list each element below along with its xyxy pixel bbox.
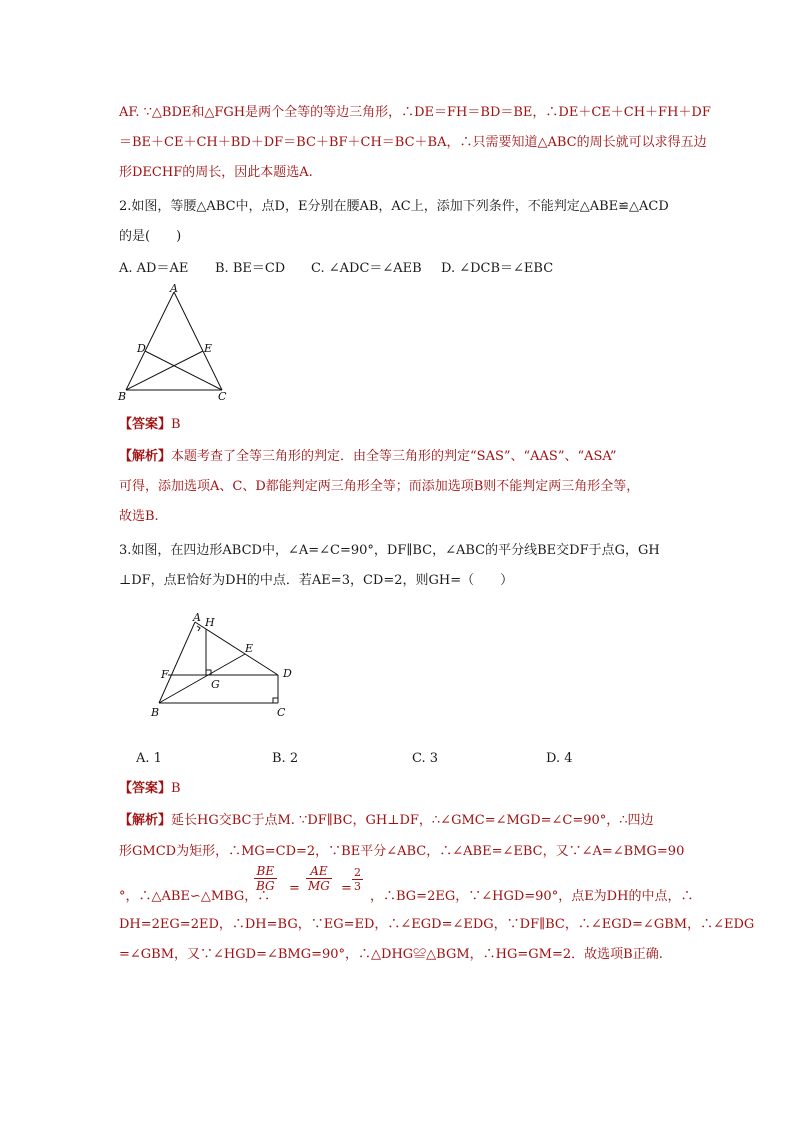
q2-answer	[119, 416, 679, 434]
q3-option-a: A. 1	[136, 751, 162, 766]
fraction-two-thirds	[352, 866, 363, 893]
fraction-numerator: 2	[354, 866, 361, 879]
q2-label-d: D	[137, 342, 146, 355]
q3-stem-line-2: ⊥DF，点E恰好为DH的中点．若AE=3，CD=2，则GH=（ ）	[119, 573, 514, 588]
q3-explanation-line-5: =∠GBM，又∵∠HGD=∠BMG=90°，∴△DHG≌△BGM，∴HG=GM=2．故选项B正确.	[119, 947, 663, 962]
q2-options	[119, 260, 679, 278]
fraction-denominator: BG	[256, 879, 275, 893]
q2-option-d: D. ∠DCB＝∠EBC	[441, 261, 554, 276]
answer-tag: 【答案】	[119, 781, 172, 796]
q2-label-e: E	[204, 342, 213, 355]
q3-options	[119, 750, 679, 768]
q3-explanation-line-1	[119, 812, 679, 830]
q2-explanation-line-2: 可得，添加选项A、C、D都能判定两三角形全等；而添加选项B则不能判定两三角形全等，	[119, 479, 640, 494]
fraction-ae-mg	[306, 864, 332, 893]
answer-tag: 【答案】	[119, 417, 172, 432]
q2-explanation-line-3: 故选B.	[119, 509, 159, 524]
q3-label-b: B	[151, 706, 160, 719]
explanation-tag: 【解析】	[119, 449, 172, 464]
q3-explanation-line-2: 形GMCD为矩形，∴MG=CD=2，∵BE平分∠ABC，∴∠ABE=∠EBC，又∵∠A=∠BMG=90	[119, 844, 685, 859]
q2-option-b: B. BE＝CD	[215, 261, 286, 276]
q2-stem-line-1: 2.如图，等腰△ABC中，点D，E分别在腰AB，AC上，添加下列条件，不能判定△ABE≌△ACD	[119, 199, 669, 214]
q2-explanation-text-1: 本题考查了全等三角形的判定．由全等三角形的判定“SAS”、“AAS”、“ASA”	[171, 449, 617, 464]
q3-label-h: H	[205, 616, 215, 629]
q3-option-c: C. 3	[412, 751, 439, 766]
q3-option-b: B. 2	[272, 751, 299, 766]
q2-label-b: B	[118, 390, 127, 403]
q3-label-c: C	[277, 706, 286, 719]
q2-option-c: C. ∠ADC＝∠AEB	[311, 261, 422, 276]
q3-explanation-line-3a: °，∴△ABE∽△MBG，∴	[119, 889, 271, 904]
q3-label-f: F	[161, 668, 169, 681]
q3-quadrilateral-figure	[145, 612, 305, 722]
q3-explanation-line-3b: ，∴BG=2EG，∵∠HGD=90°，点E为DH的中点，∴	[370, 889, 694, 904]
answer-value: B	[171, 417, 181, 432]
q3-explanation-line-4: DH=2EG=2ED，∴DH=BG，∵EG=ED，∴∠EGD=∠EDG，∵DF∥BC，∴∠EGD=∠GBM，∴∠EDG	[119, 917, 755, 932]
equals-sign-2: =	[341, 881, 352, 896]
fraction-numerator: AE	[306, 864, 332, 879]
q2-label-c: C	[218, 390, 227, 403]
prev-explanation-line-3: 形DECHF的周长，因此本题选A.	[119, 165, 313, 180]
q2-triangle-figure	[112, 284, 238, 404]
fraction-denominator: 3	[354, 880, 361, 893]
q2-label-a: A	[170, 282, 178, 295]
fraction-denominator: MG	[308, 879, 330, 893]
q3-option-d: D. 4	[546, 751, 573, 766]
q3-answer	[119, 780, 679, 798]
fraction-numerator: BE	[254, 864, 277, 879]
q3-stem-line-1: 3.如图，在四边形ABCD中，∠A=∠C=90°，DF∥BC，∠ABC的平分线BE交DF于点G，GH	[119, 543, 660, 558]
q3-explanation-text-1: 延长HG交BC于点M. ∵DF∥BC，GH⊥DF，∴∠GMC=∠MGD=∠C=90°，∴四边	[171, 813, 654, 828]
q2-explanation-line-1	[119, 448, 679, 466]
q2-option-a: A. AD＝AE	[119, 261, 189, 276]
prev-explanation-line-1: AF. ∵△BDE和△FGH是两个全等的等边三角形，∴DE＝FH＝BD＝BE，∴DE＋CE＋CH＋FH＋DF	[119, 105, 711, 120]
q2-stem-line-2: 的是( )	[119, 229, 182, 244]
q3-label-a: A	[193, 611, 201, 624]
explanation-tag: 【解析】	[119, 813, 172, 828]
q3-label-e: E	[245, 642, 254, 655]
prev-explanation-line-2: ＝BE＋CE＋CH＋BD＋DF＝BC＋BF＋CH＝BC＋BA，∴只需要知道△ABC的周长就可以求得五边	[119, 135, 707, 150]
q3-label-d: D	[283, 667, 292, 680]
answer-value: B	[171, 781, 181, 796]
equals-sign-1: =	[289, 881, 300, 896]
q3-label-g: G	[211, 678, 220, 691]
